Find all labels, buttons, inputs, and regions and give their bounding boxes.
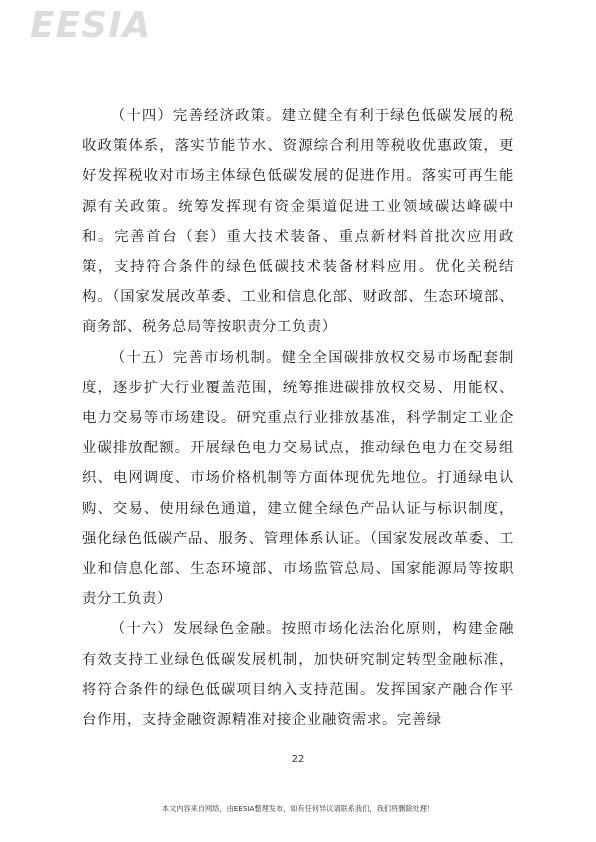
document-body [82,101,514,735]
eesia-watermark-logo: EESIA [30,5,152,46]
footer-disclaimer: 本文内容来自网络，由EESIA整理发布，如有任何异议请联系我们，我们将删除处理！ [161,804,435,813]
page-number: 22 [291,754,305,765]
paragraph-14-economic-policy: （十四）完善经济政策。建立健全有利于绿色低碳发展的税收政策体系，落实节能节水、资源综合利用等税收优惠政策，更好发挥税收对市场主体绿色低碳发展的促进作用。落实可再生能源有关政策。统筹发挥现有资金渠道促进工业领域碳达峰碳中和。完善首台（套）重大技术装备、重点新材料首批次应用政策，支持符合条件的绿色低碳技术装备材料应用。优化关税结构。（国家发展改革委、工业和信息化部、财政部、生态环境部、商务部、税务总局等按职责分工负责） [82,108,514,336]
paragraph-16-green-finance: （十六）发展绿色金融。按照市场化法治化原则，构建金融有效支持工业绿色低碳发展机制，加快研究制定转型金融标准，将符合条件的绿色低碳项目纳入支持范围。发挥国家产融合作平台作用，支持金融资源精准对接企业融资需求。完善绿 [82,621,514,729]
paragraph-15-market-mechanism: （十五）完善市场机制。健全全国碳排放权交易市场配套制度，逐步扩大行业覆盖范围，统筹推进碳排放权交易、用能权、电力交易等市场建设。研究重点行业排放基准，科学制定工业企业碳排放配额。开展绿色电力交易试点，推动绿色电力在交易组织、电网调度、市场价格机制等方面体现优先地位。打通绿电认购、交易、使用绿色通道，建立健全绿色产品认证与标识制度，强化绿色低碳产品、服务、管理体系认证。（国家发展改革委、工业和信息化部、生态环境部、市场监管总局、国家能源局等按职责分工负责） [82,349,514,608]
